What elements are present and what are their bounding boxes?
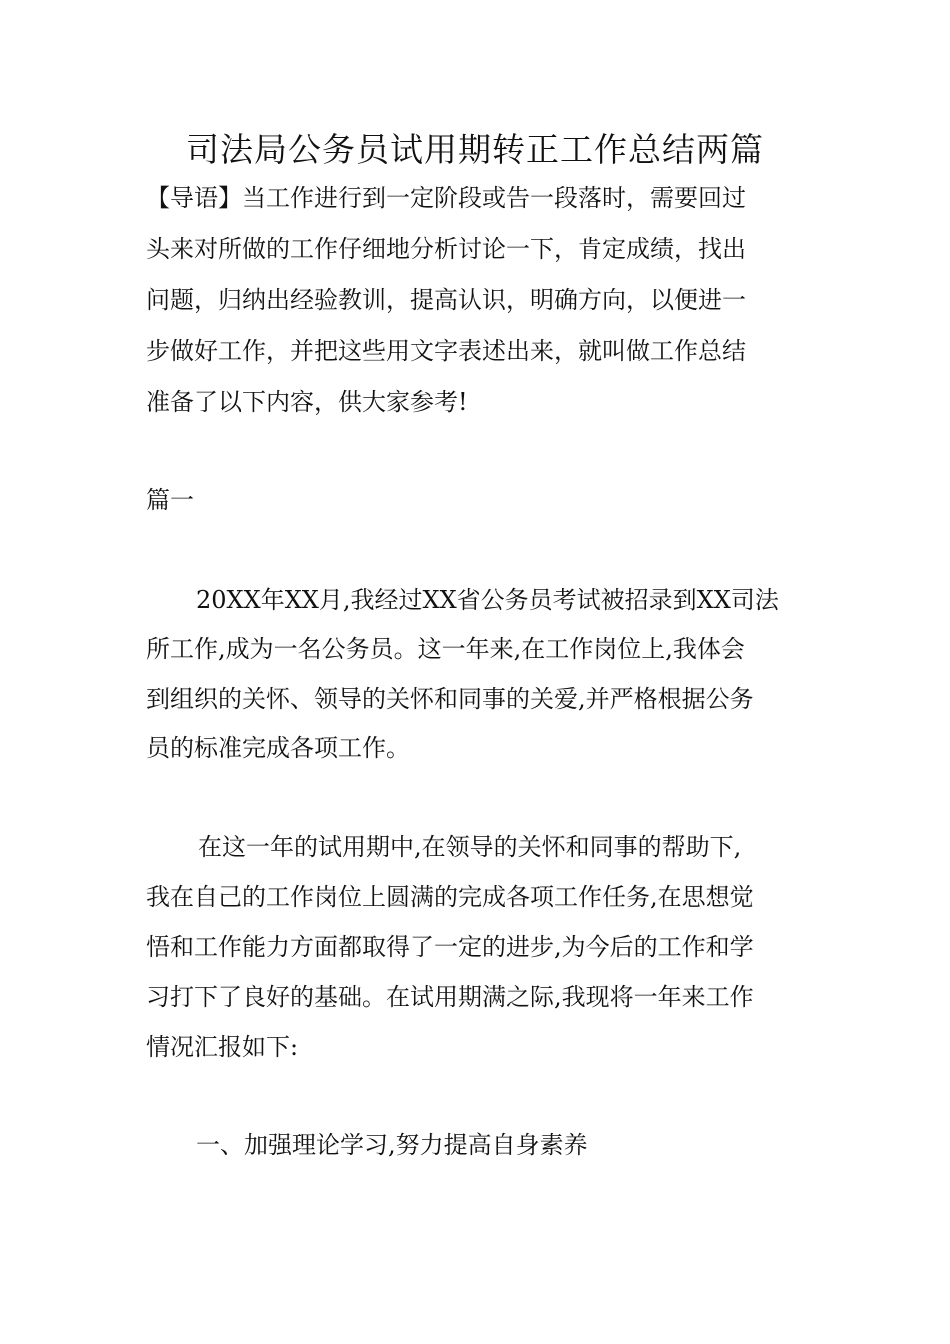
document-title: 司法局公务员试用期转正工作总结两篇 (186, 130, 764, 169)
intro-line: 问题，归纳出经验教训，提高认识，明确方向，以便进一 (146, 286, 746, 314)
intro-line: 头来对所做的工作仔细地分析讨论一下，肯定成绩，找出 (146, 235, 746, 263)
subheading: 一、加强理论学习,努力提高自身素养 (196, 1131, 588, 1159)
paragraph-line: 习打下了良好的基础。在试用期满之际,我现将一年来工作 (146, 983, 754, 1011)
intro-line: 准备了以下内容，供大家参考! (146, 388, 468, 416)
intro-line: 【导语】当工作进行到一定阶段或告一段落时，需要回过 (146, 184, 746, 212)
paragraph-line: 情况汇报如下: (146, 1033, 299, 1061)
paragraph-line: 所工作,成为一名公务员。这一年来,在工作岗位上,我体会 (146, 635, 745, 663)
paragraph-line: 悟和工作能力方面都取得了一定的进步,为今后的工作和学 (146, 933, 754, 961)
paragraph-line: 到组织的关怀、领导的关怀和同事的关爱,并严格根据公务 (146, 685, 754, 713)
paragraph-line: 在这一年的试用期中,在领导的关怀和同事的帮助下, (198, 833, 742, 861)
intro-line: 步做好工作，并把这些用文字表述出来，就叫做工作总结 (146, 337, 746, 365)
paragraph-line: 我在自己的工作岗位上圆满的完成各项工作任务,在思想觉 (146, 883, 754, 911)
section-heading: 篇一 (146, 486, 194, 514)
paragraph-line: 员的标准完成各项工作。 (146, 734, 410, 762)
paragraph-line: 20XX年XX月,我经过XX省公务员考试被招录到XX司法 (196, 586, 779, 614)
